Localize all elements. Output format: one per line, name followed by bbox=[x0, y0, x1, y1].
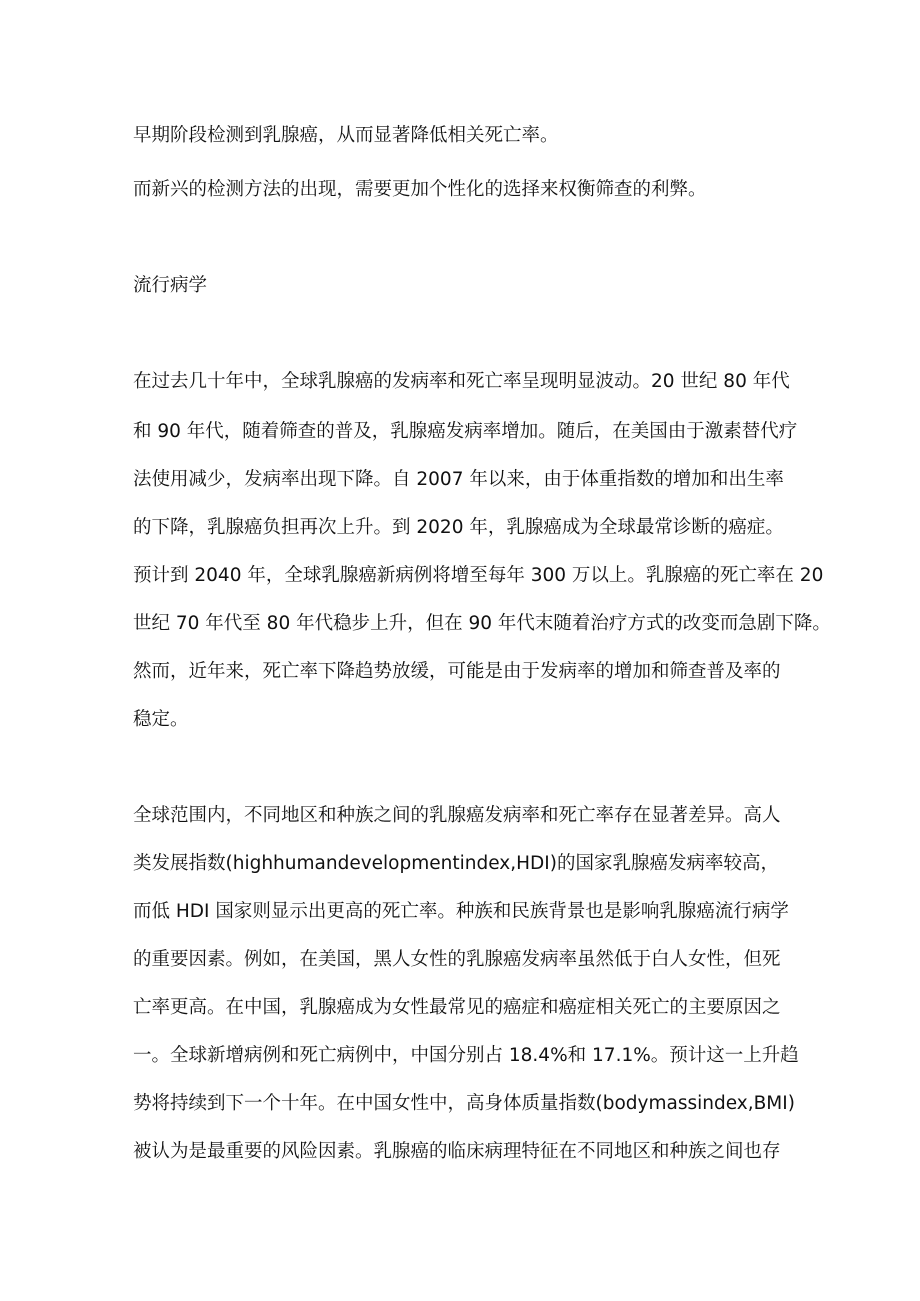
paragraph1-line-6: 世纪 70 年代至 80 年代稳步上升，但在 90 年代末随着治疗方式的改变而急剧下降。 bbox=[133, 613, 831, 634]
paragraph2-line-2: 类发展指数(highhumandevelopmentindex,HDI)的国家乳腺癌发病率较高， bbox=[133, 853, 779, 874]
paragraph2-line-3: 而低 HDI 国家则显示出更高的死亡率。种族和民族背景也是影响乳腺癌流行病学 bbox=[133, 901, 789, 922]
paragraph2-line-8: 被认为是最重要的风险因素。乳腺癌的临床病理特征在不同地区和种族之间也存 bbox=[133, 1141, 781, 1162]
paragraph1-line-2: 和 90 年代，随着筛查的普及，乳腺癌发病率增加。随后，在美国由于激素替代疗 bbox=[133, 421, 798, 442]
intro-line-1: 早期阶段检测到乳腺癌，从而显著降低相关死亡率。 bbox=[133, 125, 559, 146]
paragraph2-line-4: 的重要因素。例如，在美国，黑人女性的乳腺癌发病率虽然低于白人女性，但死 bbox=[133, 949, 781, 970]
paragraph1-line-3: 法使用减少，发病率出现下降。自 2007 年以来，由于体重指数的增加和出生率 bbox=[133, 469, 784, 490]
paragraph1-line-4: 的下降，乳腺癌负担再次上升。到 2020 年，乳腺癌成为全球最常诊断的癌症。 bbox=[133, 517, 784, 538]
paragraph1-line-8: 稳定。 bbox=[133, 709, 189, 730]
paragraph2-line-6: 一。全球新增病例和死亡病例中，中国分别占 18.4%和 17.1%。预计这一上升趋 bbox=[133, 1045, 799, 1066]
paragraph1-line-5: 预计到 2040 年，全球乳腺癌新病例将增至每年 300 万以上。乳腺癌的死亡率在 20 bbox=[133, 565, 824, 586]
paragraph2-line-5: 亡率更高。在中国，乳腺癌成为女性最常见的癌症和癌症相关死亡的主要原因之 bbox=[133, 997, 781, 1018]
paragraph1-line-1: 在过去几十年中，全球乳腺癌的发病率和死亡率呈现明显波动。20 世纪 80 年代 bbox=[133, 371, 790, 392]
paragraph2-line-1: 全球范围内，不同地区和种族之间的乳腺癌发病率和死亡率存在显著差异。高人 bbox=[133, 805, 781, 826]
paragraph1-line-7: 然而，近年来，死亡率下降趋势放缓，可能是由于发病率的增加和筛查普及率的 bbox=[133, 661, 781, 682]
section-heading: 流行病学 bbox=[133, 275, 208, 296]
intro-line-2: 而新兴的检测方法的出现，需要更加个性化的选择来权衡筛查的利弊。 bbox=[133, 179, 707, 200]
paragraph2-line-7: 势将持续到下一个十年。在中国女性中，高身体质量指数(bodymassindex,BMI) bbox=[133, 1093, 795, 1114]
